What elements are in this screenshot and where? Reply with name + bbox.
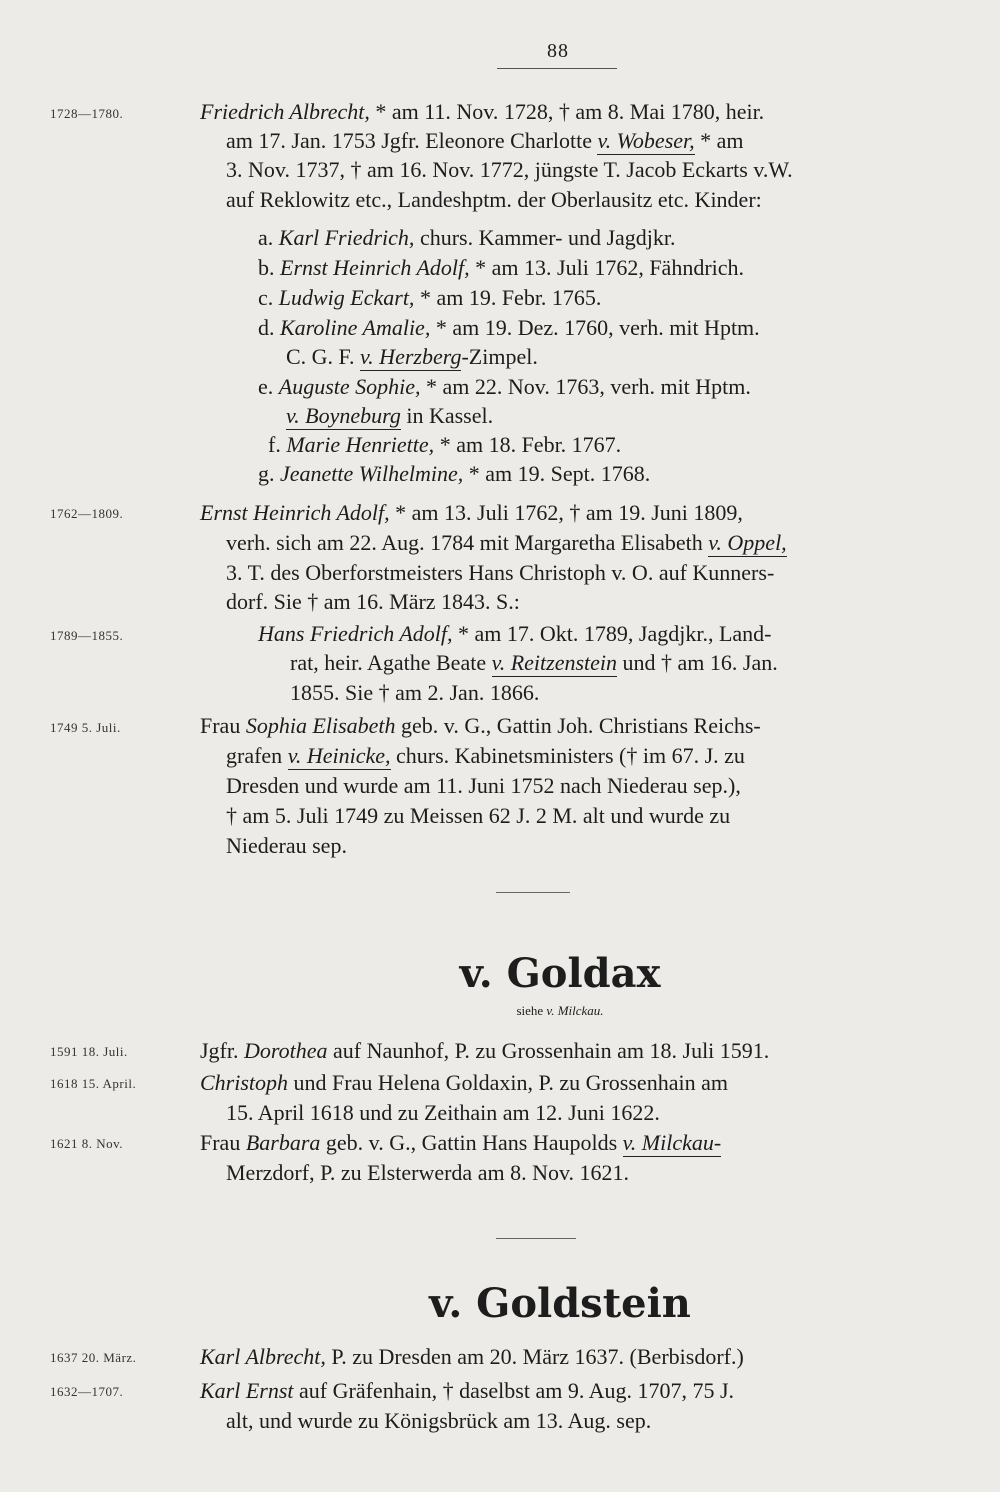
family-link: v. Heinicke, bbox=[287, 743, 391, 768]
child-mark: d. bbox=[258, 315, 275, 340]
family-link: v. Milckau- bbox=[622, 1130, 722, 1155]
entry-line bbox=[226, 745, 745, 767]
section-divider bbox=[496, 892, 570, 893]
entry-line: auf Reklowitz etc., Landeshptm. der Oberlausitz etc. Kinder: bbox=[226, 187, 762, 212]
person-name: Christoph bbox=[200, 1070, 289, 1095]
entry-line bbox=[200, 101, 764, 123]
child-line bbox=[286, 346, 538, 368]
entry-line: Niederau sep. bbox=[226, 833, 347, 858]
entry-line bbox=[226, 130, 744, 152]
entry-line bbox=[200, 502, 743, 524]
entry-text: grafen bbox=[226, 743, 288, 768]
entry-line: Dresden und wurde am 11. Juni 1752 nach Niederau sep.), bbox=[226, 773, 741, 798]
section-heading: v. Goldax bbox=[459, 950, 661, 997]
entry-line bbox=[290, 652, 778, 674]
entry-line bbox=[200, 1132, 721, 1154]
cross-ref-text: siehe bbox=[516, 1003, 547, 1018]
entry-text: Jgfr. bbox=[200, 1038, 244, 1063]
entry-text: * am 11. Nov. 1728, † am 8. Mai 1780, heir. bbox=[369, 99, 765, 124]
entry-date: 1621 8. Nov. bbox=[50, 1136, 124, 1151]
person-name: Karl Ernst bbox=[200, 1378, 294, 1403]
child-line bbox=[258, 257, 744, 279]
child-text: * am 22. Nov. 1763, verh. mit Hptm. bbox=[420, 374, 751, 399]
section-divider bbox=[496, 1238, 576, 1239]
child-name: Karoline Amalie, bbox=[280, 315, 431, 340]
person-name: Sophia Elisabeth bbox=[245, 713, 396, 738]
entry-text: geb. v. G., Gattin Joh. Christians Reichs- bbox=[395, 713, 761, 738]
person-name: Friedrich Albrecht, bbox=[200, 99, 370, 124]
entry-date: 1618 15. April. bbox=[50, 1076, 137, 1091]
entry-text: auf Naunhof, P. zu Grossenhain am 18. Juli 1591. bbox=[327, 1038, 770, 1063]
child-mark: f. bbox=[268, 432, 281, 457]
entry-line: 3. Nov. 1737, † am 16. Nov. 1772, jüngste T. Jacob Eckarts v.W. bbox=[226, 157, 793, 182]
person-name: Dorothea bbox=[244, 1038, 328, 1063]
entry-date: 1637 20. März. bbox=[50, 1350, 137, 1365]
entry-line: dorf. Sie † am 16. März 1843. S.: bbox=[226, 589, 520, 614]
entry-text: und Frau Helena Goldaxin, P. zu Grossenhain am bbox=[288, 1070, 728, 1095]
child-line bbox=[258, 227, 676, 249]
header-rule bbox=[497, 68, 617, 69]
entry-line: 1855. Sie † am 2. Jan. 1866. bbox=[290, 680, 540, 705]
child-mark: g. bbox=[258, 461, 275, 486]
child-line bbox=[268, 434, 621, 456]
child-mark: c. bbox=[258, 285, 274, 310]
entry-text: und † am 16. Jan. bbox=[617, 650, 778, 675]
person-name: Barbara bbox=[245, 1130, 321, 1155]
entry-text: * am 17. Okt. 1789, Jagdjkr., Land- bbox=[452, 621, 772, 646]
child-text: * am 18. Febr. 1767. bbox=[434, 432, 622, 457]
child-line bbox=[258, 287, 601, 309]
entry-text: rat, heir. Agathe Beate bbox=[290, 650, 492, 675]
entry-line: 3. T. des Oberforstmeisters Hans Christoph v. O. auf Kunners- bbox=[226, 560, 775, 585]
child-name: Ernst Heinrich Adolf, bbox=[280, 255, 470, 280]
section-heading: v. Goldstein bbox=[429, 1280, 691, 1327]
family-link: v. Reitzenstein bbox=[491, 650, 618, 675]
child-line bbox=[258, 376, 751, 398]
entry-text: P. zu Dresden am 20. März 1637. (Berbisdorf.) bbox=[325, 1344, 744, 1369]
family-link: v. Boyneburg bbox=[286, 403, 401, 428]
entry-date: 1749 5. Juli. bbox=[50, 720, 121, 735]
person-name: Hans Friedrich Adolf, bbox=[258, 621, 453, 646]
child-text: C. G. F. bbox=[286, 344, 361, 369]
entry-text: auf Gräfenhain, † daselbst am 9. Aug. 1707, 75 J. bbox=[293, 1378, 735, 1403]
entry-line bbox=[200, 1346, 744, 1368]
child-text: churs. Kammer- und Jagdjkr. bbox=[414, 225, 676, 250]
entry-date: 1762—1809. bbox=[50, 506, 124, 521]
entry-line bbox=[200, 715, 761, 737]
child-mark: e. bbox=[258, 374, 274, 399]
child-line bbox=[258, 463, 650, 485]
entry-line: † am 5. Juli 1749 zu Meissen 62 J. 2 M. alt und wurde zu bbox=[226, 803, 731, 828]
child-text: in Kassel. bbox=[400, 403, 494, 428]
child-text: * am 19. Febr. 1765. bbox=[414, 285, 602, 310]
person-name: Karl Albrecht, bbox=[200, 1344, 326, 1369]
child-name: Jeanette Wilhelmine, bbox=[280, 461, 464, 486]
child-mark: a. bbox=[258, 225, 274, 250]
cross-reference bbox=[60, 1003, 1000, 1019]
entry-line bbox=[200, 1380, 734, 1402]
child-line bbox=[258, 317, 760, 339]
entry-text: Frau bbox=[200, 713, 246, 738]
entry-text: * am 13. Juli 1762, † am 19. Juni 1809, bbox=[389, 500, 743, 525]
cross-ref-family: v. Milckau. bbox=[546, 1003, 604, 1018]
child-text: * am 13. Juli 1762, Fähndrich. bbox=[469, 255, 745, 280]
entry-date: 1789—1855. bbox=[50, 628, 124, 643]
child-line bbox=[286, 405, 493, 427]
entry-text: Frau bbox=[200, 1130, 246, 1155]
child-mark: b. bbox=[258, 255, 275, 280]
child-name: Karl Friedrich, bbox=[278, 225, 415, 250]
family-link: v. Wobeser, bbox=[597, 128, 695, 153]
entry-text: am 17. Jan. 1753 Jgfr. Eleonore Charlotte bbox=[226, 128, 598, 153]
person-name: Ernst Heinrich Adolf, bbox=[200, 500, 390, 525]
entry-text: verh. sich am 22. Aug. 1784 mit Margaretha Elisabeth bbox=[226, 530, 709, 555]
entry-line bbox=[226, 532, 787, 554]
entry-line: 15. April 1618 und zu Zeithain am 12. Juni 1622. bbox=[226, 1100, 660, 1125]
child-name: Ludwig Eckart, bbox=[278, 285, 415, 310]
child-name: Auguste Sophie, bbox=[278, 374, 421, 399]
family-link: v. Herzberg bbox=[360, 344, 462, 369]
entry-text: geb. v. G., Gattin Hans Haupolds bbox=[320, 1130, 623, 1155]
page-number: 88 bbox=[547, 40, 569, 62]
entry-date: 1591 18. Juli. bbox=[50, 1044, 128, 1059]
entry-text: churs. Kabinetsministers († im 67. J. zu bbox=[390, 743, 745, 768]
entry-text: * am bbox=[694, 128, 744, 153]
entry-line bbox=[258, 623, 772, 645]
entry-line bbox=[200, 1040, 769, 1062]
entry-line: alt, und wurde zu Königsbrück am 13. Aug. sep. bbox=[226, 1408, 652, 1433]
entry-date: 1728—1780. bbox=[50, 106, 124, 121]
child-text: * am 19. Sept. 1768. bbox=[463, 461, 651, 486]
child-name: Marie Henriette, bbox=[286, 432, 435, 457]
family-link: v. Oppel, bbox=[708, 530, 787, 555]
child-text: * am 19. Dez. 1760, verh. mit Hptm. bbox=[430, 315, 760, 340]
entry-line bbox=[200, 1072, 728, 1094]
entry-line: Merzdorf, P. zu Elsterwerda am 8. Nov. 1621. bbox=[226, 1160, 630, 1185]
child-text: -Zimpel. bbox=[461, 344, 538, 369]
entry-date: 1632—1707. bbox=[50, 1384, 124, 1399]
